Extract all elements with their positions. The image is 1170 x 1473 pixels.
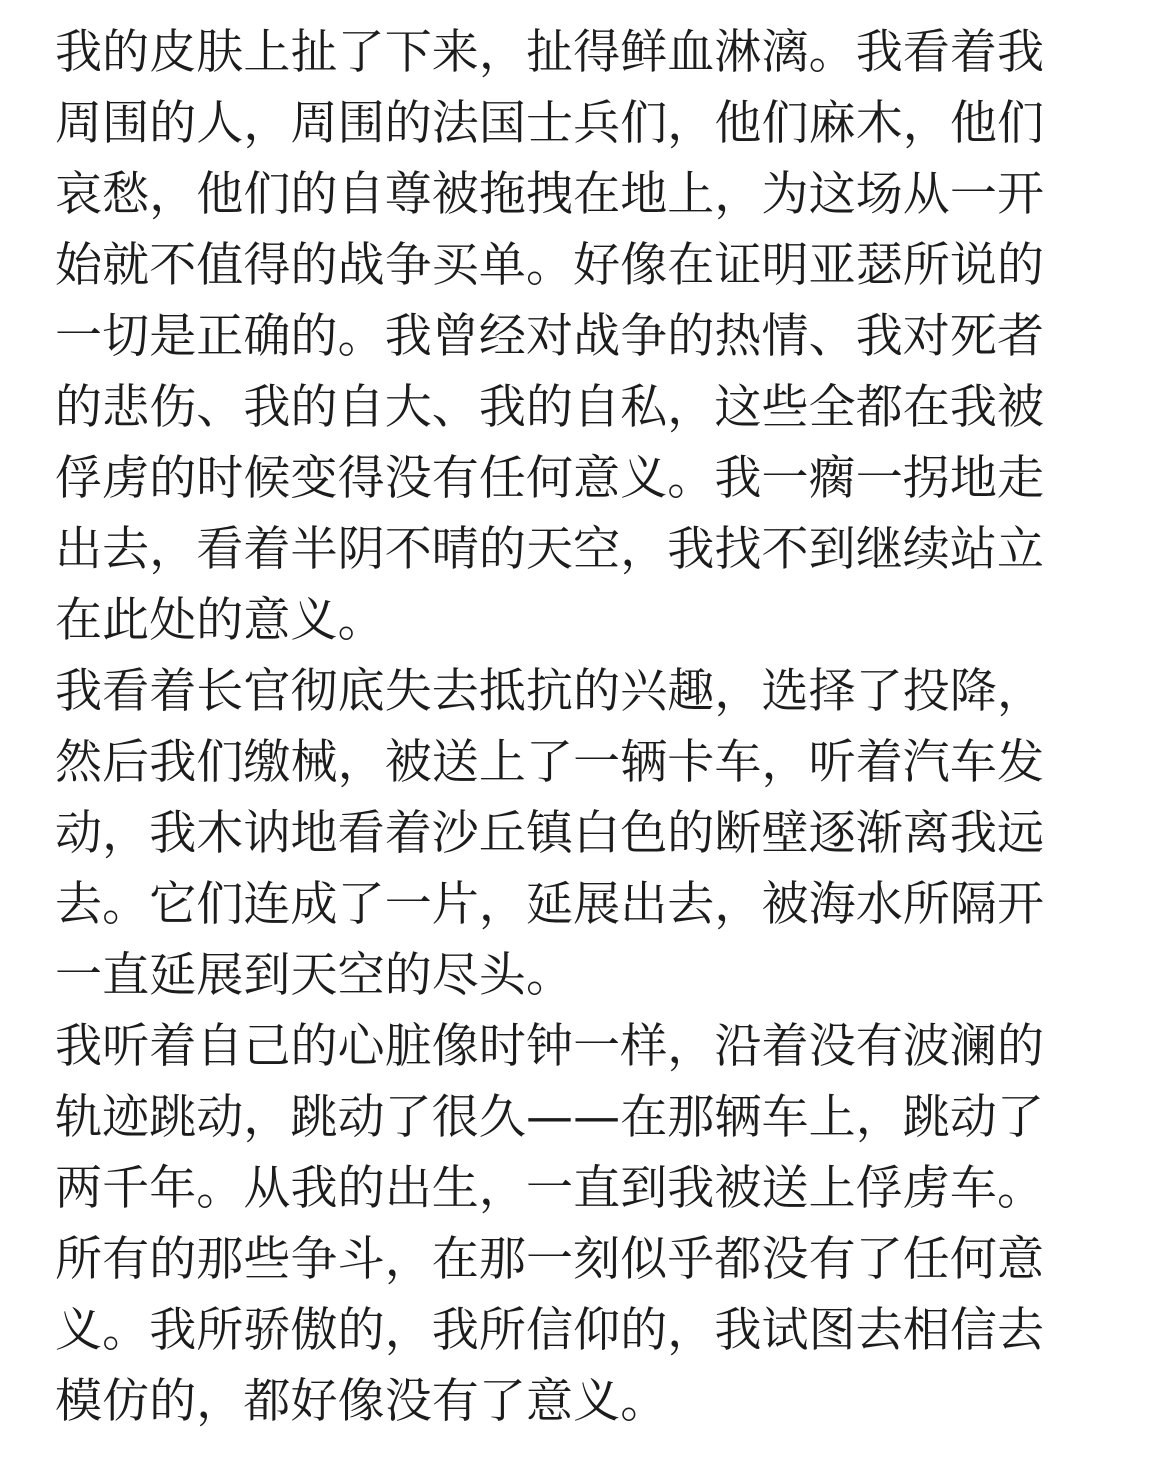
text-line: 动，我木讷地看着沙丘镇白色的断壁逐渐离我远 (55, 806, 1045, 861)
text-line: 一直延展到天空的尽头。 (55, 948, 574, 1003)
text-line: 所有的那些争斗，在那一刻似乎都没有了任何意 (55, 1232, 1045, 1287)
text-line: 去。它们连成了一片，延展出去，被海水所隔开 (55, 877, 1045, 932)
text-line: 义。我所骄傲的，我所信仰的，我试图去相信去 (55, 1303, 1045, 1358)
text-line: 周围的人，周围的法国士兵们，他们麻木，他们 (55, 96, 1045, 151)
text-line: 的悲伤、我的自大、我的自私，这些全都在我被 (55, 380, 1045, 435)
text-line: 俘虏的时候变得没有任何意义。我一瘸一拐地走 (55, 451, 1045, 506)
text-line: 我的皮肤上扯了下来，扯得鲜血淋漓。我看着我 (55, 25, 1045, 80)
text-line: 两千年。从我的出生，一直到我被送上俘虏车。 (55, 1161, 1045, 1216)
text-line: 模仿的，都好像没有了意义。 (55, 1374, 668, 1429)
text-line: 我看着长官彻底失去抵抗的兴趣，选择了投降， (55, 664, 1045, 719)
text-line: 哀愁，他们的自尊被拖拽在地上，为这场从一开 (55, 167, 1045, 222)
text-line: 然后我们缴械，被送上了一辆卡车，听着汽车发 (55, 735, 1045, 790)
text-line: 轨迹跳动，跳动了很久——在那辆车上，跳动了 (55, 1090, 1045, 1145)
text-line: 一切是正确的。我曾经对战争的热情、我对死者 (55, 309, 1045, 364)
text-line: 始就不值得的战争买单。好像在证明亚瑟所说的 (55, 238, 1045, 293)
text-line: 在此处的意义。 (55, 593, 385, 648)
text-line: 我听着自己的心脏像时钟一样，沿着没有波澜的 (55, 1019, 1045, 1074)
text-line: 出去，看着半阴不晴的天空，我找不到继续站立 (55, 522, 1045, 577)
